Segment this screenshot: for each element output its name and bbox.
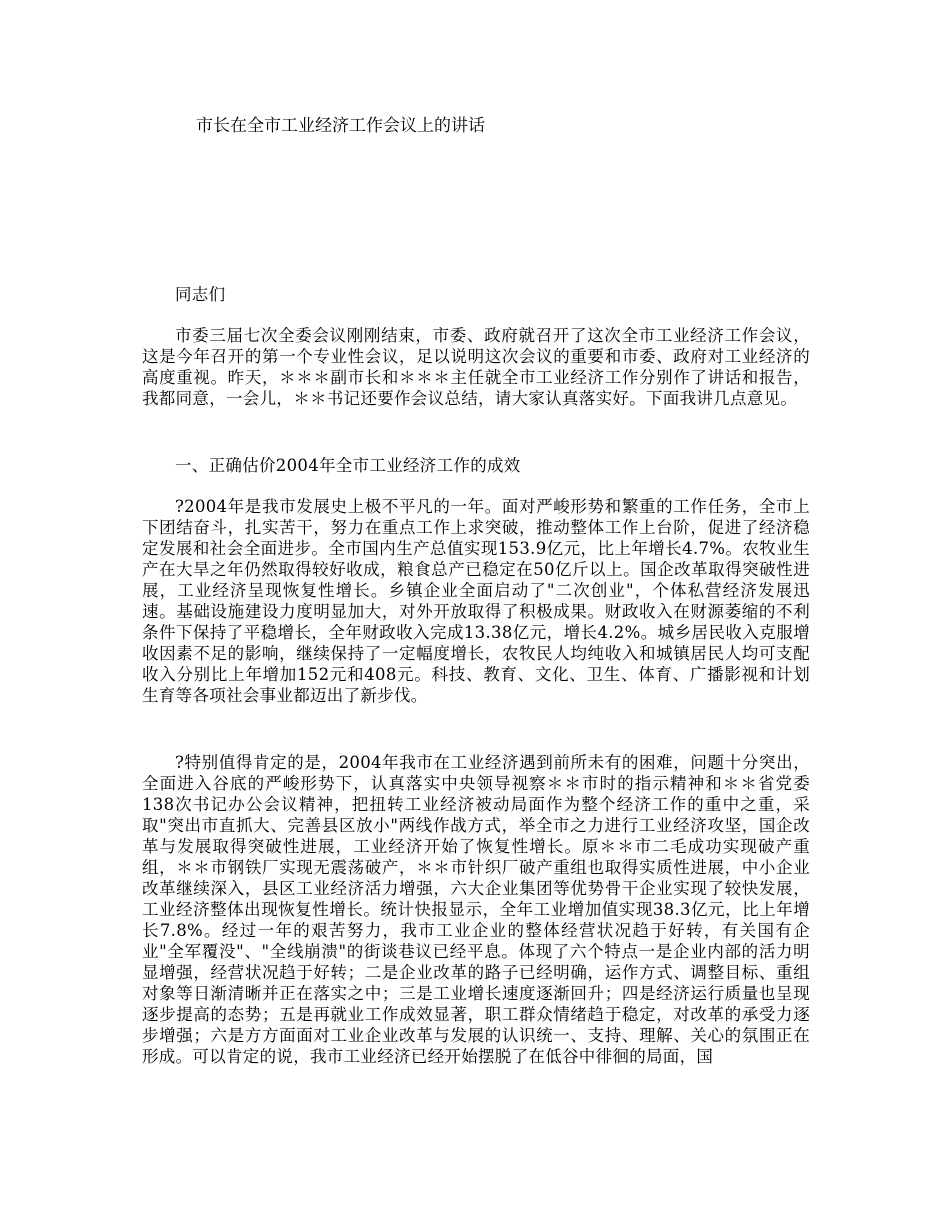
paragraph-industrial-achievements: ?特别值得肯定的是，2004年我市在工业经济遇到前所未有的困难，问题十分突出，全面进入谷底的严峻形势下，认真落实中央领导视察＊＊市时的指示精神和＊＊省党委138次书记办公会议精神，把扭转工业经济被动局面作为整个经济工作的重中之重，采取"突出市直抓大、完善县区放小"两线作战方式，举全市之力进行工业经济攻坚，国企改革与发展取得突破性进展，工业经济开始了恢复性增长。原＊＊市二毛成功实现破产重组，＊＊市钢铁厂实现无震荡破产，＊＊市针织厂破产重组也取得实质性进展，中小企业改革继续深入，县区工业经济活力增强，六大企业集团等优势骨干企业实现了较快发展，工业经济整体出现恢复性增长。统计快报显示，全年工业增加值实现38.3亿元，比上年增长7.8%。经过一年的艰苦努力，我市工业企业的整体经营状况趋于好转，有关国有企业"全军覆没"、"全线崩溃"的街谈巷议已经平息。体现了六个特点一是企业内部的活力明显增强，经营状况趋于好转；二是企业改革的路子已经明确，运作方式、调整目标、重组对象等日渐清晰并正在落实之中；三是工业增长速度逐渐回升；四是经济运行质量也呈现逐步提高的态势；五是再就业工作成效显著，职工群众情绪趋于稳定，对改革的承受力逐步增强；六是方方面面对工业企业改革与发展的认识统一、支持、理解、关心的氛围正在形成。可以肯定的说，我市工业经济已经开始摆脱了在低谷中徘徊的局面，国 bbox=[142, 753, 810, 1066]
paragraph-2004-overview: ?2004年是我市发展史上极不平凡的一年。面对严峻形势和繁重的工作任务，全市上下团结奋斗，扎实苦干，努力在重点工作上求突破，推动整体工作上台阶，促进了经济稳定发展和社会全面进步。全市国内生产总值实现153.9亿元，比上年增长4.7%。农牧业生产在大旱之年仍然取得较好收成，粮食总产已稳定在50亿斤以上。国企改革取得突破性进展，工业经济呈现恢复性增长。乡镇企业全面启动了"二次创业"，个体私营经济发展迅速。基础设施建设力度明显加大，对外开放取得了积极成果。财政收入在财源萎缩的不利条件下保持了平稳增长，全年财政收入完成13.38亿元，增长4.2%。城乡居民收入克服增收因素不足的影响，继续保持了一定幅度增长，农牧民人均纯收入和城镇居民人均可支配收入分别比上年增加152元和408元。科技、教育、文化、卫生、体育、广播影视和计划生育等各项社会事业都迈出了新步伐。 bbox=[142, 497, 810, 705]
document-title: 市长在全市工业经济工作会议上的讲话 bbox=[196, 116, 485, 136]
greeting: 同志们 bbox=[175, 285, 226, 304]
paragraph-opening: 市委三届七次全委会议刚刚结束，市委、政府就召开了这次全市工业经济工作会议，这是今年召开的第一个专业性会议，足以说明这次会议的重要和市委、政府对工业经济的高度重视。昨天，＊＊＊副市长和＊＊＊主任就全市工业经济工作分别作了讲话和报告，我都同意，一会儿，＊＊书记还要作会议总结，请大家认真落实好。下面我讲几点意见。 bbox=[142, 326, 810, 408]
section-heading-1: 一、正确估价2004年全市工业经济工作的成效 bbox=[175, 456, 521, 475]
